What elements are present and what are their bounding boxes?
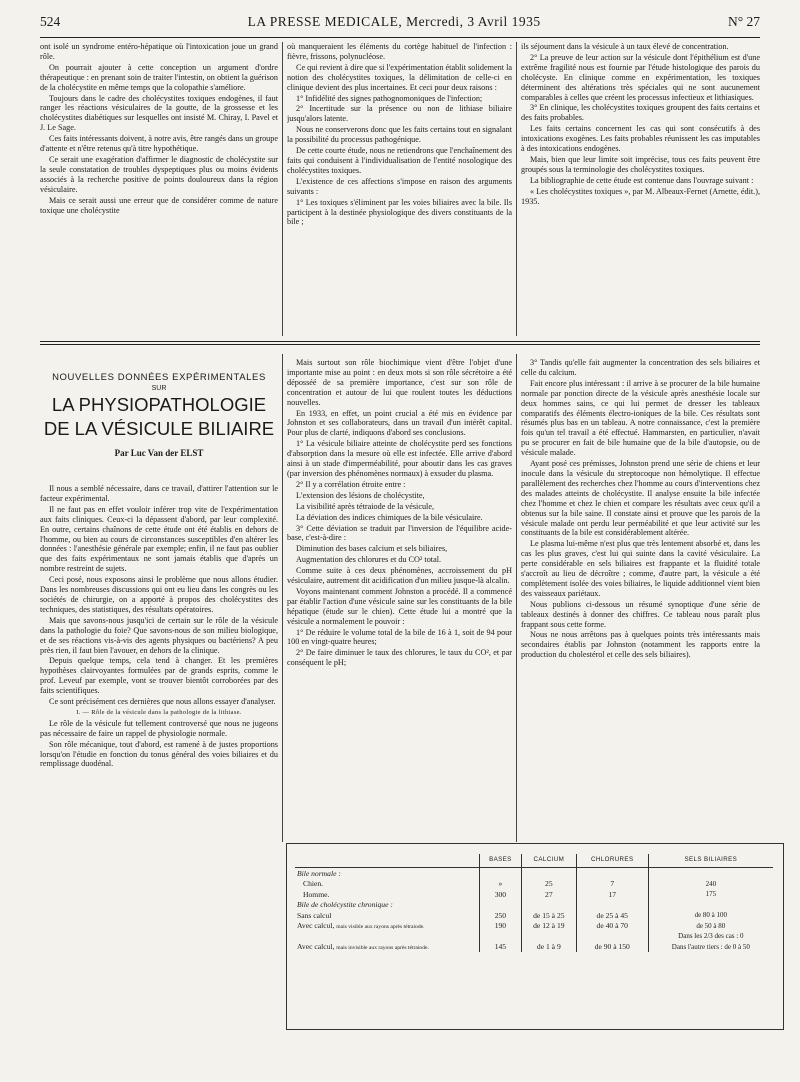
paragraph: Fait encore plus intéressant : il arrive à se procurer de la bile humaine normale par ponction directe de la vésicule après anesthésie locale sur deux hommes sains, ce qui lui permet de dresser les tableaux comparatifs des éléments électro-ioniques de la bile. Ces résultats sont résumés plus bas en un tableau. A notre connaissance, c'est la première fois qu'un tel travail a été effectué. Hammarsten, en particulier, n'avait pu se procurer en fait de bile humaine que de la bile d'autopsie, ou de vésicule malade. bbox=[521, 378, 760, 458]
top-column-3 bbox=[521, 42, 760, 336]
paragraph: La visibilité après tétraiode de la vésicule, bbox=[296, 501, 434, 511]
row-label-text: Bile normale : bbox=[297, 868, 341, 878]
paragraph: Augmentation des chlorures et du CO² total. bbox=[296, 555, 442, 565]
table-row bbox=[295, 889, 773, 900]
table-cell bbox=[576, 931, 648, 942]
article-title-line2: DE LA VÉSICULE BILIAIRE bbox=[43, 418, 275, 439]
paragraph: 1° La vésicule biliaire atteinte de cholécystite perd ses fonctions d'absorption dans la mesure où elle est infectée. Elle arrive d'abord ainsi à un stade d'imperméabilité, pour aboutir dans les cas graves (par inversion des phénomènes normaux) à exsuder du plasma. bbox=[287, 439, 512, 478]
table-row bbox=[295, 868, 773, 879]
table-cell: 175 bbox=[648, 889, 773, 900]
paragraph: 2° De faire diminuer le taux des chlorures, le taux du CO², et par conséquent le pH; bbox=[287, 648, 512, 668]
row-label bbox=[295, 868, 480, 879]
results-table-box bbox=[286, 843, 784, 1030]
header-rule bbox=[40, 37, 760, 38]
paragraph: Mais ce serait aussi une erreur que de considérer comme de nature toxique une cholécystite bbox=[40, 195, 278, 215]
paragraph: Mais que savons-nous jusqu'ici de certain sur le rôle de la vésicule dans la pathologie du foie? Que savons-nous de son milieu biologique, et de ses réactions vis-à-vis des agents physiques ou bactériens? A peu près rien, il faut bien l'avouer, en dehors de la clinique. bbox=[40, 615, 278, 655]
paragraph: Son rôle mécanique, tout d'abord, est ramené à de justes proportions lorsqu'on l'étudie en fonction du tonus général des voies biliaires et du remplissage duodénal. bbox=[40, 739, 278, 769]
table-cell: 145 bbox=[480, 942, 522, 953]
row-label bbox=[295, 942, 480, 953]
section-rule bbox=[40, 341, 760, 342]
table-cell bbox=[480, 931, 522, 942]
paragraph: En 1933, en effet, un point crucial a été mis en évidence par Johnston et ses collaborateurs, dans un travail d'un intérêt capital. Pour plus de clarté, indiquons d'abord ses conclusions. bbox=[287, 408, 512, 438]
row-label-text: Chien. bbox=[303, 879, 324, 889]
table-cell: 27 bbox=[521, 889, 576, 900]
table-cell: de 15 à 25 bbox=[521, 910, 576, 921]
paragraph: 3° En clinique, les cholécystites toxiques groupent des faits certains et des faits probables. bbox=[521, 103, 760, 123]
table-row bbox=[295, 910, 773, 921]
table-header-cell: BASES bbox=[480, 854, 522, 868]
paragraph: Toujours dans le cadre des cholécystites toxiques endogènes, il faut ranger les réactions vésiculaires de la goutte, de la grossesse et les cholécystites diabétiques sur lesquelles ont insisté M. Chiray, I. Pavel et J. Le Sage. bbox=[40, 93, 278, 133]
article-title-block bbox=[40, 372, 278, 458]
paragraph: Ceci posé, nous exposons ainsi le problème que nous allons étudier. Dans les nombreuses discussions qui ont eu lieu dans les congrès ou les sociétés de chirurgie, on a apporté à propos des cholécystites des techniques, des statistiques, des résultats opératoires. bbox=[40, 575, 278, 614]
paragraph: 1° De réduire le volume total de la bile de 16 à 1, soit de 94 pour 100 en vingt-quatre heures; bbox=[287, 627, 512, 647]
paragraph: Nous ne nous arrêtons pas à quelques points très intéressants mais secondaires établis par Johnston (notamment les rapports entre la production du cholestérol et celle des sels biliaires). bbox=[521, 630, 760, 660]
column-divider bbox=[282, 354, 283, 842]
paragraph: Ayant posé ces prémisses, Johnston prend une série de chiens et leur inocule dans la vésicule du streptocoque non hémolytique. Il effectue parallèlement des recherches chez l'homme au cours d'interventions chez des malades atteints de cholécystite. Il analyse ensuite la bile infectée chez l'homme et chez le chien et compare les résultats avec ceux qu'il a obtenus sur la bile saine. Il constate ainsi et prouve que les parois de la vésicule malade ont perdu leur perméabilité et que leur activité sur les constituants de la bile est considérablement altérée. bbox=[521, 459, 760, 538]
paragraph: 3° Cette déviation se traduit par l'inversion de l'équilibre acide-base, c'est-à-dire : bbox=[287, 523, 512, 543]
table-header-cell bbox=[295, 854, 480, 868]
results-table bbox=[295, 854, 773, 952]
row-label-note: mais visible aux rayons après tétraiode. bbox=[336, 924, 425, 931]
paragraph: Nous ne conserverons donc que les faits certains tout en signalant la possibilité du processus pathogénique. bbox=[287, 125, 512, 145]
paragraph: 1° Infidélité des signes pathognomoniques de l'infection; bbox=[296, 93, 483, 103]
table-cell: 300 bbox=[480, 889, 522, 900]
paragraph: Les faits certains concernent les cas qui sont consécutifs à des intoxications exogènes. Les faits probables réunissent les cas imputables à des intoxications endogènes. bbox=[521, 124, 760, 154]
paragraph: « Les cholécystites toxiques », par M. Albeaux-Fernet (Arnette, édit.), 1935. bbox=[521, 186, 760, 206]
table-cell: » bbox=[480, 879, 522, 890]
paragraph: Il nous a semblé nécessaire, dans ce travail, d'attirer l'attention sur le facteur expérimental. bbox=[40, 484, 278, 503]
paragraph: Depuis quelque temps, cela tend à changer. Et les premières hypothèses clairvoyantes formulées par de grands esprits, comme le prof. Leveuf par exemple, vont se trouver bientôt corroborées par des faits scientifiques. bbox=[40, 656, 278, 696]
paragraph: Ce qui revient à dire que si l'expérimentation établit solidement la notion des cholécystites toxiques, la délimitation de celle-ci en clinique devient des plus incertaines. Et ceci pour deux raisons : bbox=[287, 62, 512, 92]
paragraph: Voyons maintenant comment Johnston a procédé. Il a commencé par établir l'action d'une vésicule saine sur les constituants de la bile hépatique (étude sur le chien). Cette étude lui a montré que la vésicule a normalement le pouvoir : bbox=[287, 586, 512, 626]
row-label bbox=[295, 879, 480, 890]
row-label-text: Avec calcul, bbox=[297, 921, 335, 931]
paragraph: L'extension des lésions de cholécystite, bbox=[296, 490, 425, 500]
paragraph: La déviation des indices chimiques de la bile vésiculaire. bbox=[296, 512, 483, 522]
table-cell: de 25 à 45 bbox=[576, 910, 648, 921]
article-column-2 bbox=[287, 358, 512, 838]
section-rule-double bbox=[40, 344, 760, 345]
paragraph: 2° La preuve de leur action sur la vésicule dont l'épithélium est d'une extrême fragilité nous est fournie par l'étude histologique des parois du cholécyste. En clinique comme en expérimentation, les toxiques déterminent des altérations très spéciales qui ne sont aucunement comparables à celles que créent les processus infectieux et lithiasiques. bbox=[521, 52, 760, 102]
paragraph: Nous publions ci-dessous un résumé synoptique d'une série de tableaux destinés à donner des chiffres. Ce tableau nous paraît plus frappant sous cette forme. bbox=[521, 599, 760, 629]
row-label-text: Bile de cholécystite chronique : bbox=[297, 900, 393, 910]
paragraph: où manqueraient les éléments du cortège habituel de l'infection : fièvre, frissons, polynucléose. bbox=[287, 42, 512, 61]
paragraph: ont isolé un syndrome entéro-hépatique où l'intoxication joue un grand rôle. bbox=[40, 42, 278, 61]
row-label-note: mais invisible aux rayons après tétraiode. bbox=[336, 945, 429, 952]
paragraph: Diminution des bases calcium et sels biliaires, bbox=[296, 544, 448, 554]
row-label-text: Sans calcul bbox=[297, 910, 332, 920]
table-cell: de 12 à 19 bbox=[521, 921, 576, 932]
paragraph: L'existence de ces affections s'impose en raison des arguments suivants : bbox=[287, 176, 512, 196]
table-cell bbox=[480, 900, 522, 911]
table-cell bbox=[648, 868, 773, 879]
article-column-3 bbox=[521, 358, 760, 838]
table-cell bbox=[576, 900, 648, 911]
column-divider bbox=[516, 354, 517, 842]
page-header bbox=[40, 14, 760, 36]
column-divider bbox=[516, 42, 517, 336]
paragraph: Ce serait une exagération d'affirmer le diagnostic de cholécystite sur la seule constatation de troubles dyspeptiques plus ou moins évidents associés à la recherche positive de points douloureux dans la région vésiculaire. bbox=[40, 154, 278, 194]
paragraph: 3° Tandis qu'elle fait augmenter la concentration des sels biliaires et celle du calcium. bbox=[521, 358, 760, 377]
section-heading: I. — Rôle de la vésicule dans la pathologie de la lithiase. bbox=[76, 708, 242, 716]
table-row bbox=[295, 931, 773, 942]
table-cell: de 1 à 9 bbox=[521, 942, 576, 953]
paragraph: Comme suite à ces deux phénomènes, accroissement du pH vésiculaire, autrement dit acidification d'un milieu jusque-là alcalin. bbox=[287, 566, 512, 586]
table-cell bbox=[480, 868, 522, 879]
row-label bbox=[295, 921, 480, 932]
table-cell bbox=[521, 900, 576, 911]
table-cell: Dans les 2/3 des cas : 0 bbox=[648, 931, 773, 942]
table-header-cell: CALCIUM bbox=[521, 854, 576, 868]
paragraph: Mais surtout son rôle biochimique vient d'être l'objet d'une importante mise au point : en deux mots si son rôle sécrétoire a été déposséé de sa première importance, c'est sur son rôle de concentration et autour de lui que roulent toutes les déductions nouvelles. bbox=[287, 358, 512, 407]
top-column-2 bbox=[287, 42, 512, 336]
table-row bbox=[295, 879, 773, 890]
table-cell bbox=[648, 900, 773, 911]
paragraph: Le rôle de la vésicule fut tellement controversé que nous ne jugeons pas nécessaire de faire un rappel de physiologie normale. bbox=[40, 718, 278, 738]
row-label-text: Avec calcul, bbox=[297, 942, 335, 952]
table-cell: 25 bbox=[521, 879, 576, 890]
row-label bbox=[295, 900, 480, 911]
article-sur: SUR bbox=[151, 385, 167, 392]
table-row bbox=[295, 900, 773, 911]
page-number: 524 bbox=[40, 14, 61, 29]
paragraph: ils séjournent dans la vésicule à un taux élevé de concentration. bbox=[521, 42, 729, 51]
paragraph: Ces faits intéressants doivent, à notre avis, être rangés dans un groupe d'attente et n'être retenus qu'à titre hypothétique. bbox=[40, 134, 278, 154]
table-header-cell: CHLORURES bbox=[576, 854, 648, 868]
journal-title: LA PRESSE MEDICALE, Mercredi, 3 Avril 1935 bbox=[247, 14, 541, 29]
paragraph: Mais, bien que leur limite soit imprécise, tous ces faits peuvent être groupés sous la terminologie des cholécystites toxiques. bbox=[521, 154, 760, 174]
paragraph: 2° Incertitude sur la présence ou non de lithiase biliaire jusqu'alors latente. bbox=[287, 104, 512, 124]
row-label bbox=[295, 931, 480, 942]
table-cell: 17 bbox=[576, 889, 648, 900]
table-cell: de 40 à 70 bbox=[576, 921, 648, 932]
table-cell bbox=[521, 868, 576, 879]
table-cell: 240 bbox=[648, 879, 773, 890]
article-column-1 bbox=[40, 484, 278, 1044]
article-kicker: NOUVELLES DONNÉES EXPÉRIMENTALES bbox=[52, 372, 266, 383]
table-cell bbox=[576, 868, 648, 879]
column-divider bbox=[282, 42, 283, 336]
row-label bbox=[295, 889, 480, 900]
paragraph: Le plasma lui-même n'est plus que très lentement absorbé et, dans les cas les plus graves, c'est lui qui suinte dans la cavité vésiculaire. La perte considérable en sels biliaires est frappante et la fluidité totale s'accroît au lieu de décroître ; comme, d'autre part, la vésicule a été complètement isolée des voies biliaires, le liquide additionnel vient bien des vaisseaux pariétaux. bbox=[521, 539, 760, 598]
table-cell: de 50 à 80 bbox=[648, 921, 773, 932]
top-column-1 bbox=[40, 42, 278, 336]
table-cell: 250 bbox=[480, 910, 522, 921]
table-cell bbox=[521, 931, 576, 942]
paragraph: 2° Il y a corrélation étroite entre : bbox=[296, 479, 406, 489]
paragraph: De cette courte étude, nous ne retiendrons que l'enchaînement des faits qui conduisent à l'individualisation de l'entité nosologique des cholécystites toxiques. bbox=[287, 146, 512, 175]
row-label bbox=[295, 910, 480, 921]
table-cell: 7 bbox=[576, 879, 648, 890]
issue-number: N° 27 bbox=[727, 14, 760, 29]
article-title-line1: LA PHYSIOPATHOLOGIE bbox=[51, 394, 267, 415]
table-row bbox=[295, 942, 773, 953]
table-header-cell: SELS BILIAIRES bbox=[648, 854, 773, 868]
paragraph: Il ne faut pas en effet vouloir inférer trop vite de l'expérimentation aux faits cliniques. Ceux-ci la dépassent d'abord, par leur complexité. En outre, certains chaînons de cette étude ont été établis en dehors de l'homme, ou bien au cours de circonstances susceptibles d'en altérer les données : l'anesthésie générale par exemple; enfin, il ne faut pas oublier que des faits expérimentaux ne sont jamais établis que d'après un nombre restreint de sujets. bbox=[40, 504, 278, 574]
paragraph: 1° Les toxiques s'éliminent par les voies biliaires avec la bile. Ils participent à la destinée physiologique des divers constituants de la bile ; bbox=[287, 197, 512, 227]
table-row bbox=[295, 921, 773, 932]
paragraph: On pourrait ajouter à cette conception un argument d'ordre thérapeutique : en prenant soin de traiter l'intestin, on obtient la guérison de la cholécystite en même temps que la colopathie s'améliore. bbox=[40, 62, 278, 92]
table-cell: Dans l'autre tiers : de 0 à 50 bbox=[648, 942, 773, 953]
article-author: Par Luc Van der ELST bbox=[114, 448, 204, 458]
table-cell: de 80 à 100 bbox=[648, 910, 773, 921]
table-cell: 190 bbox=[480, 921, 522, 932]
table-cell: de 90 à 150 bbox=[576, 942, 648, 953]
paragraph: La bibliographie de cette étude est contenue dans l'ouvrage suivant : bbox=[530, 175, 754, 185]
paragraph: Ce sont précisément ces dernières que nous allons essayer d'analyser. bbox=[49, 697, 276, 707]
row-label-text: Homme. bbox=[303, 889, 330, 899]
